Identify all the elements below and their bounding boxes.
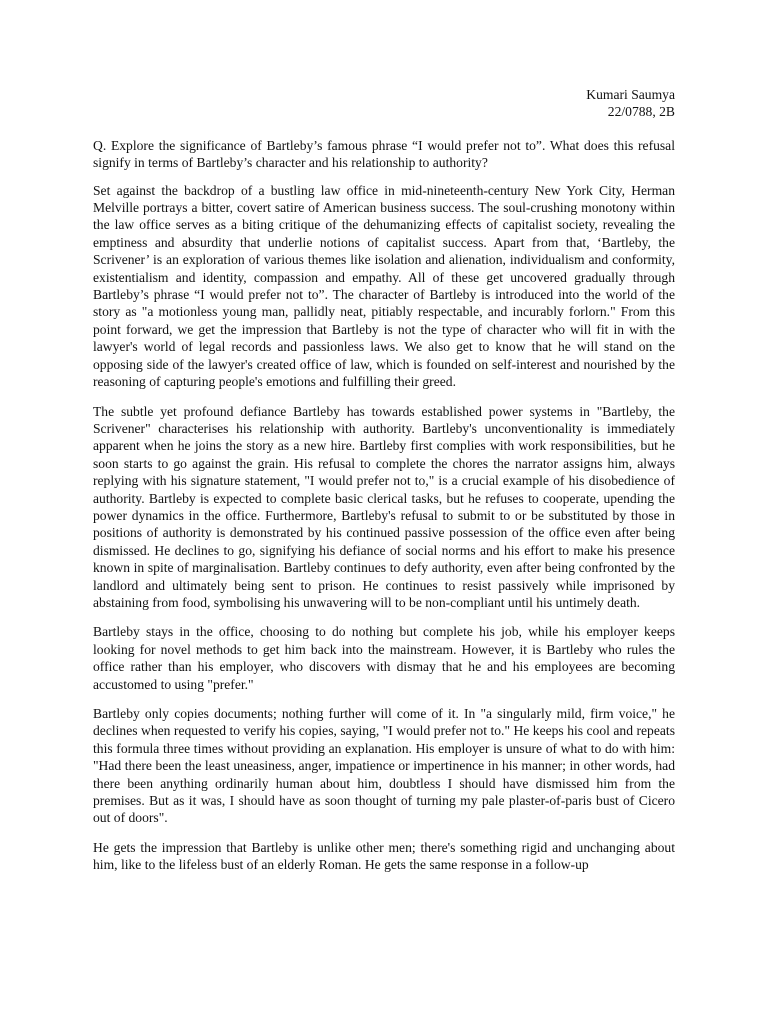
paragraph-5: He gets the impression that Bartleby is unlike other men; there's something rigid and unchanging about him, like to the lifeless bust of an elderly Roman. He gets the same response in a follow-up — [93, 839, 675, 873]
author-block — [93, 86, 675, 121]
paragraph-4: Bartleby only copies documents; nothing further will come of it. In "a singularly mild, firm voice," he declines when requested to verify his copies, saying, "I would prefer not to." He keeps his cool and repeats this formula three times without providing an explanation. His employer is unsure of what to do with him: "Had there been the least uneasiness, anger, impatience or impertinence in his manner; in other words, had there been anything ordinarily human about him, doubtless I should have dismissed him from the premises. But as it was, I should have as soon thought of turning my pale plaster-of-paris bust of Cicero out of doors". — [93, 706, 675, 826]
paragraph-1: Set against the backdrop of a bustling law office in mid-nineteenth-century New York City, Herman Melville portrays a bitter, covert satire of American business success. The soul-crushing monotony within the law office serves as a biting critique of the dehumanizing effects of capitalist society, revealing the emptiness and absurdity that underlie notions of capitalist success. Apart from that, ‘Bartleby, the Scrivener’ is an exploration of various themes like isolation and alienation, individualism and conformity, existentialism and identity, compassion and empathy. All of these get uncovered gradually through Bartleby’s phrase “I would prefer not to”. The character of Bartleby is introduced into the world of the story as "a motionless young man, pallidly neat, pitiably respectable, and incurably forlorn." From this point forward, we get the impression that Bartleby is not the type of character who will fit in with the lawyer's world of legal records and passionless laws. We also get to know that he will stand on the opposing side of the lawyer's created office of law, which is founded on self-interest and nourished by the reasoning of capturing people's emotions and fulfilling their greed. — [93, 182, 675, 390]
paragraph-3: Bartleby stays in the office, choosing to do nothing but complete his job, while his employer keeps looking for novel methods to get him back into the mainstream. However, it is Bartleby who rules the office rather than his employer, who discovers with dismay that he and his employees are becoming accustomed to using "prefer." — [93, 624, 675, 692]
author-name: Kumari Saumya — [586, 87, 675, 102]
question-text: Q. Explore the significance of Bartleby’s famous phrase “I would prefer not to”. What does this refusal signify in terms of Bartleby’s character and his relationship to authority? — [93, 137, 675, 171]
document-body — [93, 86, 675, 886]
roll-number: 22/0788, 2B — [607, 104, 675, 120]
paragraph-2: The subtle yet profound defiance Bartleby has towards established power systems in "Bartleby, the Scrivener" characterises his relationship with authority. Bartleby's unconventionality is immediately apparent when he joins the story as a new hire. Bartleby first complies with work responsibilities, but he soon starts to go against the grain. His refusal to complete the chores the narrator assigns him, always replying with his signature statement, "I would prefer not to," is a crucial example of his disobedience of authority. Bartleby is expected to complete basic clerical tasks, but he refuses to cooperate, upending the power dynamics in the office. Furthermore, Bartleby's refusal to submit to or be substituted by those in positions of authority is demonstrated by his continued passive possession of the office even after being dismissed. He declines to go, signifying his defiance of social norms and his effort to make his presence known in spite of marginalisation. Bartleby continues to defy authority, even after being confronted by the landlord and ultimately being sent to prison. He continues to resist passively while imprisoned by abstaining from food, symbolising his unwavering will to be non-compliant until his untimely death. — [93, 403, 675, 610]
